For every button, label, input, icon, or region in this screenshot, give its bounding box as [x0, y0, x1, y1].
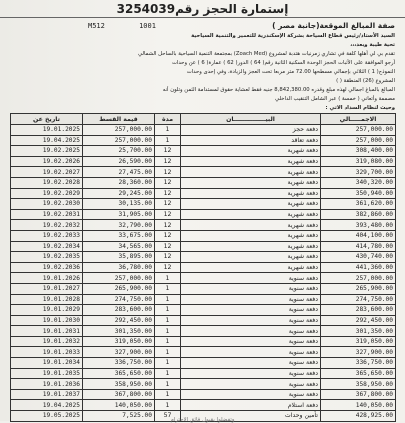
table-row [11, 156, 396, 167]
cell-total: 361,620.00 [321, 199, 396, 210]
cell-date: 19.01.2033 [11, 347, 83, 358]
closing-note: وتفضلوا بقبول فائق الاحترام [170, 417, 235, 423]
cell-installment: 301,350.00 [83, 326, 155, 337]
cell-description: دفعة سنوية [181, 305, 321, 316]
cell-date: 19.02.2030 [11, 199, 83, 210]
cell-total: 340,320.00 [321, 177, 396, 188]
cell-count: 12 [155, 146, 181, 157]
cell-description: دفعة شهرية [181, 220, 321, 231]
cell-description: دفعة سنوية [181, 294, 321, 305]
table-row [11, 262, 396, 273]
table-row [11, 177, 396, 188]
cell-installment: 358,950.00 [83, 379, 155, 390]
cell-installment: 27,475.00 [83, 167, 155, 178]
code-mid: 1001 [139, 22, 156, 30]
cell-count: 12 [155, 230, 181, 241]
cell-total: 319,080.00 [321, 156, 396, 167]
table-row [11, 336, 396, 347]
addressee-line: السيد الأستاذ/رئيس قطاع السياحة بشركة الإسكندرية للتعمير والتنمية السياحية [191, 33, 395, 39]
cell-description: دفعة تعاقد [181, 135, 321, 146]
header-description: البيـــــــــــــــان [181, 114, 321, 125]
cell-total: 350,940.00 [321, 188, 396, 199]
cell-date: 19.02.2025 [11, 146, 83, 157]
cell-total: 367,800.00 [321, 389, 396, 400]
table-row [11, 358, 396, 369]
cell-total: 428,925.00 [321, 411, 396, 422]
cell-installment: 28,360.00 [83, 177, 155, 188]
table-row [11, 273, 396, 284]
greeting-line: تحية طيبة وبعد،،، [350, 42, 395, 48]
cell-total: 292,450.00 [321, 315, 396, 326]
cell-installment: 33,675.00 [83, 230, 155, 241]
cell-date: 19.01.2037 [11, 389, 83, 400]
table-row [11, 294, 396, 305]
cell-date: 19.02.2031 [11, 209, 83, 220]
cell-description: دفعة شهرية [181, 156, 321, 167]
cell-description: دفعة سنوية [181, 368, 321, 379]
cell-installment: 319,050.00 [83, 336, 155, 347]
cell-total: 319,050.00 [321, 336, 396, 347]
table-row [11, 135, 396, 146]
cell-date: 19.04.2025 [11, 400, 83, 411]
cell-description: دفعة شهرية [181, 146, 321, 157]
cell-count: 12 [155, 156, 181, 167]
cell-description: دفعة سنوية [181, 336, 321, 347]
cell-date: 19.02.2034 [11, 241, 83, 252]
table-row [11, 252, 396, 263]
cell-installment: 336,750.00 [83, 358, 155, 369]
cell-date: 19.01.2028 [11, 294, 83, 305]
body-line-4: المشروع (26) المنطقة ( ) [336, 78, 395, 84]
cell-count: 12 [155, 241, 181, 252]
cell-date: 19.01.2036 [11, 379, 83, 390]
cell-installment: 25,700.00 [83, 146, 155, 157]
table-row [11, 347, 396, 358]
cell-total: 257,000.00 [321, 125, 396, 136]
header-installment-value: قيمة القسط [83, 114, 155, 125]
cell-date: 19.01.2026 [11, 273, 83, 284]
cell-count: 12 [155, 167, 181, 178]
cell-total: 430,740.00 [321, 252, 396, 263]
cell-installment: 31,905.00 [83, 209, 155, 220]
cell-count: 12 [155, 209, 181, 220]
cell-description: دفعة شهرية [181, 188, 321, 199]
cell-description: دفعة شهرية [181, 230, 321, 241]
cell-description: دفعة سنوية [181, 273, 321, 284]
cell-description: دفعة استلام [181, 400, 321, 411]
cell-count: 1 [155, 273, 181, 284]
title-divider [0, 17, 405, 18]
body-line-3: النموذج( 1 ) الثلاثي بإجمالي مسطحها 72.00 متر مربعا تحت العجز والزيادة، وفي إحدى وحدات [186, 69, 395, 75]
cell-total: 382,860.00 [321, 209, 396, 220]
payment-schedule-table [10, 113, 396, 422]
cell-installment: 36,780.00 [83, 262, 155, 273]
cell-description: دفعة حجز [181, 125, 321, 136]
cell-description: دفعة سنوية [181, 379, 321, 390]
cell-count: 12 [155, 262, 181, 273]
payment-system-line: وحيث لنظام السداد الاتي : [325, 105, 395, 111]
table-row [11, 230, 396, 241]
cell-date: 19.02.2026 [11, 156, 83, 167]
cell-total: 336,750.00 [321, 358, 396, 369]
table-row [11, 220, 396, 231]
cell-count: 1 [155, 315, 181, 326]
cell-count: 1 [155, 379, 181, 390]
cell-count: 1 [155, 125, 181, 136]
cell-description: دفعة سنوية [181, 315, 321, 326]
cell-installment: 30,135.00 [83, 199, 155, 210]
cell-count: 1 [155, 347, 181, 358]
table-row [11, 146, 396, 157]
cell-total: 329,700.00 [321, 167, 396, 178]
table-header-row [11, 114, 396, 125]
table-row [11, 379, 396, 390]
cell-total: 393,480.00 [321, 220, 396, 231]
cell-count: 12 [155, 188, 181, 199]
table-row [11, 389, 396, 400]
table-row [11, 241, 396, 252]
cell-total: 257,000.00 [321, 135, 396, 146]
cell-total: 441,360.00 [321, 262, 396, 273]
table-row [11, 400, 396, 411]
table-row [11, 167, 396, 178]
cell-description: دفعة سنوية [181, 358, 321, 369]
cell-total: 257,000.00 [321, 273, 396, 284]
body-line-6: مصممة وأتعاني ( خمسة ) عبر الشامل التنقيب الداخلي [275, 96, 395, 102]
cell-count: 12 [155, 252, 181, 263]
cell-total: 358,950.00 [321, 379, 396, 390]
form-title: إستمارة الحجز رقم3254039 [116, 2, 289, 16]
table-body [11, 125, 396, 422]
cell-description: دفعة شهرية [181, 252, 321, 263]
cell-count: 1 [155, 283, 181, 294]
cell-description: دفعة شهرية [181, 177, 321, 188]
cell-date: 19.01.2027 [11, 283, 83, 294]
cell-description: دفعة سنوية [181, 347, 321, 358]
table-row [11, 368, 396, 379]
cell-installment: 257,000.00 [83, 273, 155, 284]
table-row [11, 326, 396, 337]
cell-count: 1 [155, 358, 181, 369]
cell-count: 12 [155, 199, 181, 210]
cell-description: دفعة شهرية [181, 209, 321, 220]
table-row [11, 209, 396, 220]
cell-date: 19.01.2029 [11, 305, 83, 316]
document-codes [88, 22, 186, 30]
amount-heading: صفة المبالغ الموقعة(جانبة مصر ) [272, 21, 395, 30]
table-row [11, 305, 396, 316]
header-count: مدة [155, 114, 181, 125]
cell-date: 19.02.2027 [11, 167, 83, 178]
cell-total: 274,750.00 [321, 294, 396, 305]
cell-description: دفعة سنوية [181, 326, 321, 337]
table-row [11, 188, 396, 199]
cell-installment: 29,245.00 [83, 188, 155, 199]
cell-total: 283,600.00 [321, 305, 396, 316]
table-row [11, 283, 396, 294]
cell-installment: 274,750.00 [83, 294, 155, 305]
cell-total: 301,350.00 [321, 326, 396, 337]
cell-count: 1 [155, 135, 181, 146]
code-left: M512 [88, 22, 105, 30]
cell-description: دفعة سنوية [181, 283, 321, 294]
cell-total: 414,780.00 [321, 241, 396, 252]
cell-installment: 140,050.00 [83, 400, 155, 411]
header-total: الاجمـــــالي [321, 114, 396, 125]
cell-count: 1 [155, 294, 181, 305]
cell-installment: 26,590.00 [83, 156, 155, 167]
cell-installment: 257,000.00 [83, 135, 155, 146]
cell-date: 19.01.2035 [11, 368, 83, 379]
cell-date: 19.05.2025 [11, 411, 83, 422]
cell-total: 327,900.00 [321, 347, 396, 358]
cell-date: 19.02.2033 [11, 230, 83, 241]
cell-date: 19.01.2025 [11, 125, 83, 136]
cell-date: 19.01.2030 [11, 315, 83, 326]
cell-total: 404,100.00 [321, 230, 396, 241]
cell-installment: 283,600.00 [83, 305, 155, 316]
cell-installment: 327,900.00 [83, 347, 155, 358]
cell-count: 1 [155, 389, 181, 400]
cell-date: 19.02.2029 [11, 188, 83, 199]
cell-installment: 257,000.00 [83, 125, 155, 136]
cell-date: 19.01.2031 [11, 326, 83, 337]
cell-installment: 367,800.00 [83, 389, 155, 400]
cell-installment: 34,565.00 [83, 241, 155, 252]
cell-total: 308,400.00 [321, 146, 396, 157]
cell-count: 57 [155, 411, 181, 422]
cell-description: دفعة شهرية [181, 167, 321, 178]
body-line-1: تقدم بي لي أهلها كلفة في تشاري زمرنيات هتدبة لمشروع (Zoach Med) بمجتمعة التنمية السياحية بالساحل الشمالي [137, 51, 395, 57]
cell-total: 140,050.00 [321, 400, 396, 411]
table-row [11, 315, 396, 326]
cell-date: 19.02.2028 [11, 177, 83, 188]
cell-count: 12 [155, 177, 181, 188]
body-line-5: المبالغ بالمباغ اجمالي لهذه مبلغ وقدره 8,842,380.00 جنيه فقط لعشاية حقوق لمستدامة الثمن وتلون أنه [162, 87, 395, 93]
cell-count: 1 [155, 400, 181, 411]
cell-date: 19.04.2025 [11, 135, 83, 146]
cell-installment: 7,525.00 [83, 411, 155, 422]
table-row [11, 125, 396, 136]
cell-description: دفعة سنوية [181, 389, 321, 400]
cell-date: 19.02.2032 [11, 220, 83, 231]
cell-total: 265,900.00 [321, 283, 396, 294]
cell-installment: 32,790.00 [83, 220, 155, 231]
cell-description: دفعة شهرية [181, 241, 321, 252]
cell-date: 19.01.2034 [11, 358, 83, 369]
cell-count: 1 [155, 336, 181, 347]
cell-date: 19.01.2032 [11, 336, 83, 347]
cell-installment: 265,900.00 [83, 283, 155, 294]
cell-count: 1 [155, 305, 181, 316]
header-due-date: تاريخ عن [11, 114, 83, 125]
cell-total: 365,650.00 [321, 368, 396, 379]
cell-description: تأمين وحدات [181, 411, 321, 422]
cell-installment: 292,450.00 [83, 315, 155, 326]
cell-date: 19.02.2035 [11, 252, 83, 263]
cell-installment: 365,650.00 [83, 368, 155, 379]
body-line-2: أرجو الموافقة على الأثبات الحجز الوحدة السكنية الثانية رقم( 64 ) الدور( 62 ) عمارة( 6 ) عن وحدات [171, 60, 395, 66]
cell-date: 19.02.2036 [11, 262, 83, 273]
cell-description: دفعة شهرية [181, 199, 321, 210]
cell-count: 12 [155, 220, 181, 231]
cell-count: 1 [155, 326, 181, 337]
cell-count: 1 [155, 368, 181, 379]
cell-description: دفعة شهرية [181, 262, 321, 273]
table-row [11, 199, 396, 210]
cell-installment: 35,895.00 [83, 252, 155, 263]
